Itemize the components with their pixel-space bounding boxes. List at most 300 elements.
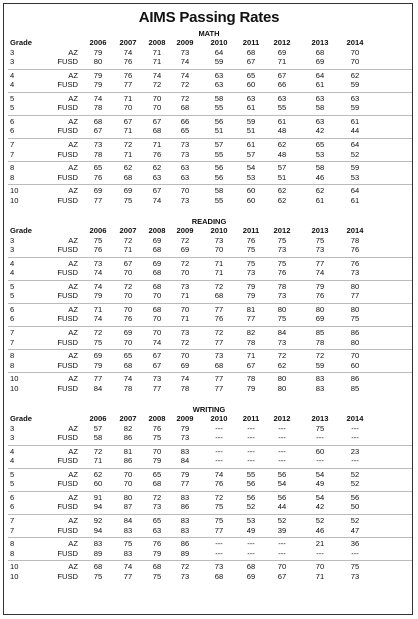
value-cell: 62 — [315, 186, 325, 196]
value-cell: 58 — [214, 186, 224, 196]
value-cell: 76 — [123, 70, 133, 80]
row-separator — [8, 537, 412, 538]
value-cell: 75 — [315, 423, 325, 433]
value-cell: 59 — [315, 360, 325, 370]
year-header: 2007 — [119, 226, 137, 235]
value-cell: 70 — [123, 304, 133, 314]
value-cell: 78 — [315, 337, 325, 347]
year-header: 2012 — [273, 414, 291, 423]
value-cell: 72 — [180, 80, 190, 90]
value-cell: 68 — [152, 304, 162, 314]
table-row — [0, 117, 418, 126]
value-cell: 63 — [180, 172, 190, 182]
group-label: FUSD — [57, 502, 78, 512]
value-cell: 77 — [180, 479, 190, 489]
value-cell: 84 — [277, 327, 287, 337]
year-header: 2011 — [242, 38, 260, 47]
value-cell: 61 — [350, 116, 360, 126]
value-cell: 70 — [152, 103, 162, 113]
grade-cell: 8 — [10, 548, 15, 558]
table-row — [0, 447, 418, 456]
table-row — [0, 291, 418, 300]
grade-header: Grade — [10, 226, 32, 235]
value-cell: 67 — [152, 186, 162, 196]
row-separator — [8, 326, 412, 327]
value-cell: 70 — [180, 351, 190, 361]
value-cell: 68 — [152, 268, 162, 278]
value-cell: --- — [247, 446, 255, 456]
value-cell: 67 — [246, 360, 256, 370]
grade-cell: 10 — [10, 383, 19, 393]
grade-cell: 4 — [10, 258, 15, 268]
table-row — [0, 572, 418, 581]
value-cell: 51 — [214, 126, 224, 136]
value-cell: 72 — [180, 93, 190, 103]
value-cell: 52 — [246, 502, 256, 512]
value-cell: 75 — [277, 235, 287, 245]
value-cell: 72 — [123, 281, 133, 291]
group-label: AZ — [68, 258, 78, 268]
value-cell: 61 — [315, 80, 325, 90]
grade-header: Grade — [10, 38, 32, 47]
value-cell: 72 — [123, 139, 133, 149]
value-cell: 67 — [93, 126, 103, 136]
value-cell: 49 — [315, 479, 325, 489]
value-cell: 92 — [93, 515, 103, 525]
value-cell: 79 — [246, 291, 256, 301]
group-label: FUSD — [57, 268, 78, 278]
value-cell: 21 — [315, 539, 325, 549]
year-header-row — [0, 38, 418, 47]
value-cell: 74 — [93, 281, 103, 291]
grade-cell: 8 — [10, 163, 15, 173]
value-cell: 55 — [246, 469, 256, 479]
table-row — [0, 186, 418, 195]
value-cell: 76 — [214, 314, 224, 324]
grade-cell: 5 — [10, 103, 15, 113]
value-cell: 65 — [315, 139, 325, 149]
value-cell: 71 — [152, 47, 162, 57]
section-title-writing: WRITING — [192, 405, 226, 414]
grade-cell: 7 — [10, 525, 15, 535]
table-row — [0, 562, 418, 571]
value-cell: 75 — [152, 433, 162, 443]
value-cell: --- — [278, 446, 286, 456]
value-cell: 70 — [180, 304, 190, 314]
value-cell: 70 — [277, 562, 287, 572]
value-cell: 76 — [123, 57, 133, 67]
table-row — [0, 549, 418, 558]
value-cell: 61 — [350, 195, 360, 205]
table-row — [0, 526, 418, 535]
value-cell: 76 — [277, 268, 287, 278]
value-cell: 60 — [350, 360, 360, 370]
value-cell: 63 — [152, 172, 162, 182]
value-cell: 52 — [315, 515, 325, 525]
value-cell: 71 — [123, 245, 133, 255]
value-cell: 82 — [123, 423, 133, 433]
row-separator — [8, 138, 412, 139]
value-cell: 80 — [350, 337, 360, 347]
value-cell: 83 — [123, 548, 133, 558]
value-cell: 91 — [93, 492, 103, 502]
group-label: AZ — [68, 281, 78, 291]
table-row — [0, 502, 418, 511]
value-cell: --- — [247, 456, 255, 466]
group-label: FUSD — [57, 149, 78, 159]
year-header: 2010 — [210, 226, 228, 235]
year-header: 2009 — [176, 414, 194, 423]
value-cell: 70 — [180, 186, 190, 196]
value-cell: 76 — [93, 172, 103, 182]
grade-cell: 10 — [10, 571, 19, 581]
value-cell: 58 — [315, 103, 325, 113]
value-cell: 69 — [152, 235, 162, 245]
value-cell: 46 — [315, 172, 325, 182]
value-cell: 81 — [246, 304, 256, 314]
value-cell: 84 — [180, 456, 190, 466]
table-row — [0, 305, 418, 314]
value-cell: 75 — [93, 571, 103, 581]
value-cell: 77 — [315, 258, 325, 268]
grade-cell: 7 — [10, 327, 15, 337]
group-label: AZ — [68, 374, 78, 384]
grade-cell: 4 — [10, 70, 15, 80]
value-cell: 62 — [277, 195, 287, 205]
value-cell: --- — [247, 423, 255, 433]
value-cell: 56 — [277, 469, 287, 479]
value-cell: 73 — [214, 562, 224, 572]
value-cell: 68 — [315, 47, 325, 57]
value-cell: 71 — [152, 57, 162, 67]
value-cell: 52 — [350, 469, 360, 479]
value-cell: --- — [215, 548, 223, 558]
table-row — [0, 245, 418, 254]
value-cell: 69 — [315, 314, 325, 324]
table-row — [0, 126, 418, 135]
value-cell: 68 — [123, 172, 133, 182]
value-cell: 75 — [350, 562, 360, 572]
value-cell: --- — [247, 548, 255, 558]
value-cell: 71 — [93, 456, 103, 466]
value-cell: 70 — [152, 314, 162, 324]
value-cell: --- — [316, 433, 324, 443]
value-cell: 85 — [315, 327, 325, 337]
value-cell: 71 — [123, 149, 133, 159]
value-cell: 76 — [152, 539, 162, 549]
value-cell: 65 — [123, 351, 133, 361]
value-cell: 72 — [93, 327, 103, 337]
value-cell: 74 — [123, 374, 133, 384]
value-cell: 75 — [214, 502, 224, 512]
value-cell: 87 — [123, 502, 133, 512]
value-cell: 65 — [93, 163, 103, 173]
section-title-math: MATH — [198, 29, 220, 38]
value-cell: 76 — [93, 245, 103, 255]
group-label: FUSD — [57, 383, 78, 393]
page-title: AIMS Passing Rates — [138, 9, 280, 26]
value-cell: 74 — [152, 70, 162, 80]
year-header: 2010 — [210, 38, 228, 47]
value-cell: 76 — [152, 149, 162, 159]
table-row — [0, 351, 418, 360]
table-row — [0, 470, 418, 479]
group-label: AZ — [68, 562, 78, 572]
value-cell: --- — [215, 446, 223, 456]
value-cell: 69 — [123, 327, 133, 337]
value-cell: 78 — [93, 103, 103, 113]
value-cell: 70 — [152, 446, 162, 456]
value-cell: 68 — [214, 291, 224, 301]
value-cell: 73 — [350, 571, 360, 581]
value-cell: 79 — [180, 423, 190, 433]
value-cell: 83 — [180, 525, 190, 535]
value-cell: 80 — [277, 304, 287, 314]
value-cell: 75 — [246, 258, 256, 268]
value-cell: 76 — [214, 479, 224, 489]
value-cell: 57 — [246, 149, 256, 159]
value-cell: 39 — [277, 525, 287, 535]
table-row — [0, 493, 418, 502]
value-cell: 72 — [315, 351, 325, 361]
value-cell: 78 — [277, 281, 287, 291]
value-cell: 58 — [214, 93, 224, 103]
grade-cell: 10 — [10, 374, 19, 384]
grade-cell: 10 — [10, 562, 19, 572]
value-cell: 73 — [180, 571, 190, 581]
value-cell: 70 — [123, 291, 133, 301]
group-label: AZ — [68, 423, 78, 433]
value-cell: 60 — [315, 446, 325, 456]
row-separator — [8, 491, 412, 492]
value-cell: 62 — [123, 163, 133, 173]
table-row — [0, 361, 418, 370]
table-row — [0, 71, 418, 80]
value-cell: 81 — [123, 446, 133, 456]
value-cell: 83 — [93, 539, 103, 549]
value-cell: 65 — [152, 515, 162, 525]
value-cell: 57 — [214, 139, 224, 149]
group-label: FUSD — [57, 479, 78, 489]
value-cell: 76 — [350, 245, 360, 255]
value-cell: 70 — [123, 337, 133, 347]
value-cell: 70 — [123, 479, 133, 489]
value-cell: 67 — [152, 360, 162, 370]
table-row — [0, 103, 418, 112]
value-cell: 71 — [180, 314, 190, 324]
value-cell: 86 — [350, 327, 360, 337]
value-cell: 86 — [180, 539, 190, 549]
value-cell: 78 — [180, 383, 190, 393]
value-cell: 75 — [152, 571, 162, 581]
value-cell: 74 — [123, 47, 133, 57]
value-cell: 80 — [277, 383, 287, 393]
value-cell: 94 — [93, 525, 103, 535]
group-label: FUSD — [57, 245, 78, 255]
group-label: AZ — [68, 539, 78, 549]
value-cell: 61 — [246, 103, 256, 113]
value-cell: 72 — [180, 337, 190, 347]
value-cell: 70 — [123, 469, 133, 479]
value-cell: 71 — [123, 126, 133, 136]
value-cell: 52 — [350, 149, 360, 159]
year-header: 2009 — [176, 226, 194, 235]
value-cell: 73 — [246, 268, 256, 278]
value-cell: 77 — [214, 304, 224, 314]
value-cell: --- — [247, 433, 255, 443]
value-cell: --- — [278, 548, 286, 558]
value-cell: 74 — [93, 268, 103, 278]
year-header: 2011 — [242, 414, 260, 423]
value-cell: 67 — [152, 116, 162, 126]
value-cell: 59 — [350, 80, 360, 90]
table-row — [0, 539, 418, 548]
value-cell: 79 — [152, 456, 162, 466]
grade-cell: 4 — [10, 446, 15, 456]
value-cell: 77 — [214, 374, 224, 384]
year-header: 2008 — [148, 226, 166, 235]
value-cell: 68 — [93, 562, 103, 572]
value-cell: 72 — [180, 258, 190, 268]
value-cell: 51 — [246, 126, 256, 136]
value-cell: 48 — [277, 149, 287, 159]
value-cell: 79 — [180, 469, 190, 479]
value-cell: 70 — [123, 103, 133, 113]
value-cell: --- — [215, 433, 223, 443]
row-separator — [8, 92, 412, 93]
value-cell: 54 — [315, 469, 325, 479]
grade-cell: 3 — [10, 47, 15, 57]
value-cell: --- — [247, 539, 255, 549]
row-separator — [8, 303, 412, 304]
group-label: AZ — [68, 351, 78, 361]
group-label: FUSD — [57, 314, 78, 324]
table-row — [0, 456, 418, 465]
value-cell: 79 — [93, 47, 103, 57]
value-cell: 68 — [214, 571, 224, 581]
section-title-reading: READING — [191, 217, 227, 226]
value-cell: 77 — [123, 571, 133, 581]
grade-cell: 8 — [10, 539, 15, 549]
grade-cell: 4 — [10, 80, 15, 90]
value-cell: 57 — [93, 423, 103, 433]
value-cell: 74 — [180, 57, 190, 67]
value-cell: 76 — [152, 423, 162, 433]
grade-cell: 5 — [10, 93, 15, 103]
value-cell: 71 — [214, 268, 224, 278]
value-cell: 70 — [315, 562, 325, 572]
value-cell: 83 — [315, 374, 325, 384]
value-cell: 52 — [350, 479, 360, 489]
year-header: 2007 — [119, 414, 137, 423]
value-cell: 54 — [315, 492, 325, 502]
value-cell: 71 — [93, 304, 103, 314]
table-row — [0, 57, 418, 66]
value-cell: --- — [278, 456, 286, 466]
value-cell: 61 — [246, 139, 256, 149]
value-cell: 75 — [315, 235, 325, 245]
year-header: 2014 — [346, 414, 364, 423]
value-cell: 68 — [214, 360, 224, 370]
value-cell: 86 — [350, 374, 360, 384]
value-cell: 78 — [246, 374, 256, 384]
value-cell: 62 — [277, 360, 287, 370]
group-label: FUSD — [57, 571, 78, 581]
value-cell: 77 — [123, 80, 133, 90]
value-cell: 63 — [180, 163, 190, 173]
value-cell: 55 — [214, 195, 224, 205]
value-cell: --- — [215, 423, 223, 433]
grade-cell: 3 — [10, 423, 15, 433]
value-cell: 42 — [315, 502, 325, 512]
value-cell: 56 — [214, 116, 224, 126]
year-header-row — [0, 226, 418, 235]
value-cell: 60 — [246, 80, 256, 90]
value-cell: 55 — [214, 149, 224, 159]
value-cell: 85 — [350, 383, 360, 393]
value-cell: 86 — [123, 456, 133, 466]
grade-header: Grade — [10, 414, 32, 423]
group-label: AZ — [68, 186, 78, 196]
table-row — [0, 314, 418, 323]
group-label: AZ — [68, 163, 78, 173]
value-cell: 54 — [246, 163, 256, 173]
value-cell: 36 — [350, 539, 360, 549]
value-cell: 53 — [350, 172, 360, 182]
year-header: 2008 — [148, 414, 166, 423]
table-row — [0, 94, 418, 103]
value-cell: 65 — [246, 70, 256, 80]
value-cell: 94 — [93, 502, 103, 512]
table-row — [0, 516, 418, 525]
group-label: AZ — [68, 304, 78, 314]
value-cell: 79 — [93, 291, 103, 301]
value-cell: 44 — [277, 502, 287, 512]
year-header: 2014 — [346, 38, 364, 47]
value-cell: 70 — [350, 57, 360, 67]
year-header: 2011 — [242, 226, 260, 235]
value-cell: 78 — [93, 149, 103, 159]
group-label: FUSD — [57, 337, 78, 347]
value-cell: 89 — [180, 548, 190, 558]
value-cell: 59 — [246, 116, 256, 126]
value-cell: 71 — [123, 93, 133, 103]
value-cell: 79 — [93, 80, 103, 90]
value-cell: --- — [278, 433, 286, 443]
group-label: FUSD — [57, 80, 78, 90]
value-cell: 83 — [180, 446, 190, 456]
table-row — [0, 479, 418, 488]
grade-cell: 4 — [10, 456, 15, 466]
group-label: FUSD — [57, 291, 78, 301]
value-cell: 69 — [315, 57, 325, 67]
group-label: FUSD — [57, 126, 78, 136]
value-cell: 60 — [93, 479, 103, 489]
value-cell: --- — [351, 548, 359, 558]
value-cell: 68 — [123, 360, 133, 370]
value-cell: 80 — [277, 374, 287, 384]
value-cell: 79 — [246, 383, 256, 393]
value-cell: 65 — [180, 126, 190, 136]
value-cell: 47 — [350, 525, 360, 535]
grade-cell: 5 — [10, 479, 15, 489]
value-cell: 78 — [246, 337, 256, 347]
value-cell: --- — [215, 539, 223, 549]
value-cell: 71 — [277, 57, 287, 67]
value-cell: 72 — [123, 235, 133, 245]
value-cell: 77 — [93, 374, 103, 384]
group-label: FUSD — [57, 195, 78, 205]
